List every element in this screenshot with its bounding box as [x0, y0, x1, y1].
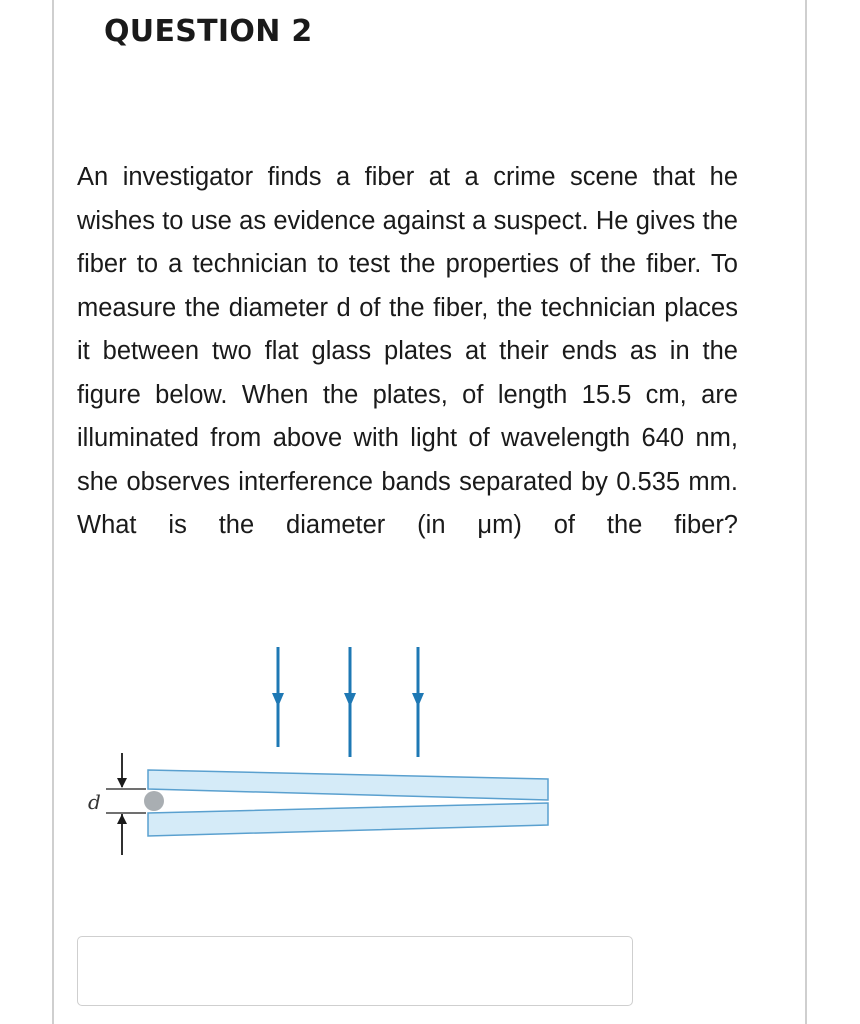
question-text: An investigator finds a fiber at a crime scene that he wishes to use as evidence against a suspect. He gives the fiber to a technician to test the properties of the fiber. To measure the diameter d of the fiber, the technician places it between two flat glass plates at their ends as in the figure below. When the plates, of length 15.5 cm, are illuminated from above with light of wavelength 640 nm, she observes interference bands separated by 0.535 mm. What is the diameter (in μm) of the fiber?: [77, 163, 738, 539]
bottom-glass-plate: [148, 803, 548, 836]
fiber-interference-figure: [80, 635, 560, 860]
diameter-dimension: [88, 753, 146, 855]
incident-light-arrows: [272, 647, 424, 757]
fiber-icon: [144, 791, 164, 811]
question-title: QUESTION 2: [104, 14, 313, 49]
arrowhead-icon: [344, 693, 356, 707]
arrowhead-icon: [412, 693, 424, 707]
top-glass-plate: [148, 770, 548, 800]
answer-input[interactable]: [77, 936, 633, 1006]
diameter-label: d: [88, 790, 101, 814]
arrowhead-icon: [272, 693, 284, 707]
